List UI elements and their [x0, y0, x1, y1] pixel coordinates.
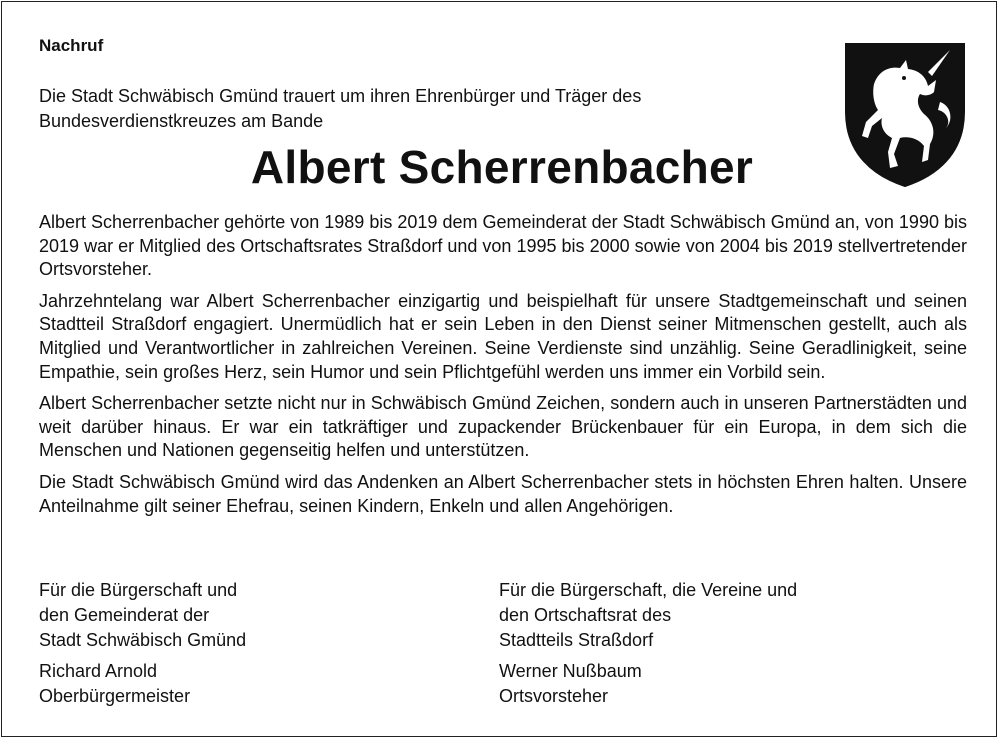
notice-heading: Nachruf — [39, 36, 104, 55]
signature-title: Oberbürgermeister — [39, 686, 191, 706]
signature-block-city — [39, 578, 459, 709]
signature-organisation — [39, 578, 459, 653]
signature-title: Ortsvorsteher — [499, 686, 609, 706]
body-paragraph: Albert Scherrenbacher gehörte von 1989 bis 2019 dem Gemeinderat der Stadt Schwäbisch Gmünd an, von 1990 bis 2019 war er Mitglied des Ortschaftsrates Straßdorf und von 1995 bis 2000 sowie von 2004 bis 2019 stellvertretender Ortsvorsteher. — [39, 212, 967, 280]
body-paragraph: Die Stadt Schwäbisch Gmünd wird das Andenken an Albert Scherrenbacher stets in höchsten Ehren halten. Unsere Anteilnahme gilt seiner Ehefrau, seinen Kindern, Enkeln und allen Angehörigen. — [39, 471, 967, 516]
signature-organisation — [499, 578, 919, 653]
notice-body — [39, 211, 967, 526]
intro-line: Die Stadt Schwäbisch Gmünd trauert um ihren Ehrenbürger und Träger des — [39, 86, 642, 106]
notice-intro — [39, 84, 799, 134]
signature-org-line: Stadtteils Straßdorf — [499, 630, 654, 650]
signature-org-line: Stadt Schwäbisch Gmünd — [39, 630, 247, 650]
signature-org-line: den Ortschaftsrat des — [499, 605, 672, 625]
intro-line: Bundesverdienstkreuzes am Bande — [39, 111, 324, 131]
signature-block-district — [499, 578, 919, 709]
notice-frame — [1, 1, 997, 737]
body-paragraph: Jahrzehntelang war Albert Scherrenbacher einzigartig und beispielhaft für unsere Stadtgemeinschaft und seinen Stadtteil Straßdorf engagiert. Unermüdlich hat er sein Leben in den Dienst seiner Mitmenschen gestellt, auch als Mitglied und Verantwortlicher in zahlreichen Vereinen. Seine Verdienste sind unzählig. Seine Geradlinigkeit, seine Empathie, sein großes Herz, sein Humor und sein Pflichtgefühl werden uns immer ein Vorbild sein. — [39, 290, 967, 382]
deceased-name: Albert Scherrenbacher — [250, 141, 754, 193]
signature-org-line: den Gemeinderat der — [39, 605, 210, 625]
body-paragraph: Albert Scherrenbacher setzte nicht nur in Schwäbisch Gmünd Zeichen, sondern auch in unseren Partnerstädten und weit darüber hinaus. Er war ein tatkräftiger und zupackender Brückenbauer für ein Europa, in dem sich die Menschen und Nationen gegenseitig helfen und unterstützen. — [39, 393, 967, 461]
signature-org-line: Für die Bürgerschaft und — [39, 580, 238, 600]
signature-org-line: Für die Bürgerschaft, die Vereine und — [499, 580, 798, 600]
signature-person: Richard Arnold — [39, 661, 158, 681]
signature-person: Werner Nußbaum — [499, 661, 642, 681]
